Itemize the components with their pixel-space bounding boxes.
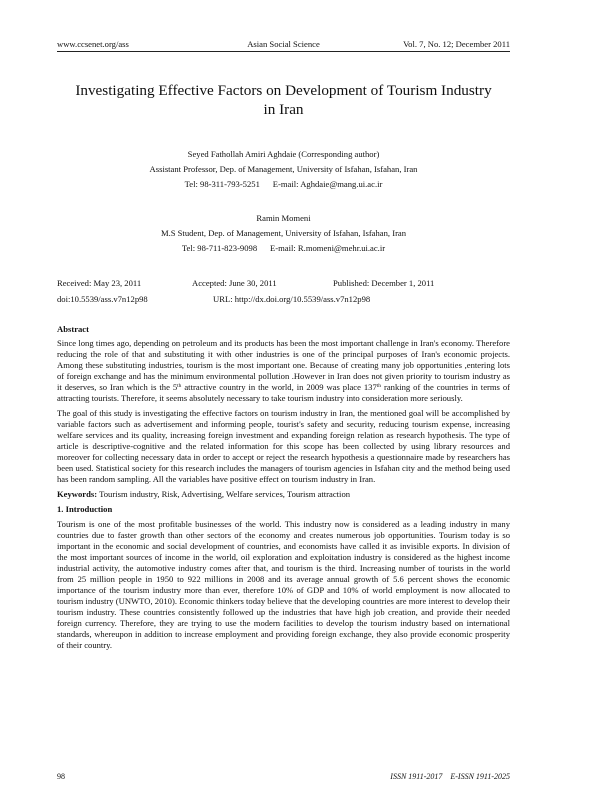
introduction-paragraph-1: Tourism is one of the most profitable businesses of the world. This industry now is considered as a leading industry in many countries due to faster growth than other sectors of the economy and creates numerous job opportunities. Tourism today is so important in the economic and social development of countries, and economists have called it as invisible exports. In division of the most important sources of income in the world, oil exploration and exploitation industry is considered as the highest income industrial activity, the automotive industry comes after that, and tourism is the third. Increasing number of tourists in the world from 25 million people in 1950 to 922 millions in 2008 and its average annual growth of 5.6 percent shows the economic importance of the tourism industry more than ever, therefore 10% of GDP and 10% of world employment is now allocated to tourism industry (UNWTO, 2010). Economic thinkers today believe that the developing countries are more interest to develop their tourism industry. These countries consistently followed up the industries that have high job creation, and provide their needed foreign currency. Therefore, they are trying to use the modern facilities to develop the tourism industry based on international standards, whereupon in addition to increase employment and providing foreign exchange, they also provide economic prosperity of their country. (57, 519, 510, 650)
title-line-1: Investigating Effective Factors on Development of Tourism Industry (75, 82, 492, 99)
eissn: E-ISSN 1911-2025 (450, 772, 510, 781)
publication-metadata (57, 275, 510, 307)
issue-info: Vol. 7, No. 12; December 2011 (403, 39, 510, 49)
author-2-affiliation: M.S Student, Dep. of Management, University of Isfahan, Isfahan, Iran (160, 228, 407, 238)
author-1-name: Seyed Fathollah Amiri Aghdaie (Corresponding author) (187, 149, 380, 159)
page-number: 98 (57, 772, 65, 781)
ordinal-suffix: th (376, 383, 382, 389)
introduction-heading: 1. Introduction (57, 504, 113, 514)
accepted-date: Accepted: June 30, 2011 (192, 278, 277, 288)
author-2-block (57, 211, 510, 256)
abstract-heading: Abstract (57, 324, 89, 334)
article-body (57, 324, 510, 651)
abstract-p1-text-c: ranking of the countries in terms of attracting tourists. Therefore, it seems absolutely necessary to take tourism industry into consideration more seriously. (57, 382, 510, 403)
author-2-contact: Tel: 98-711-823-9098 E-mail: R.momeni@mehr.ui.ac.ir (181, 243, 386, 253)
author-1-contact: Tel: 98-311-793-5251 E-mail: Aghdaie@mang.ui.ac.ir (184, 179, 383, 189)
received-date: Received: May 23, 2011 (57, 278, 142, 288)
doi-url[interactable]: URL: http://dx.doi.org/10.5539/ass.v7n12p98 (213, 294, 371, 304)
author-2-name: Ramin Momeni (256, 213, 311, 223)
title-line-2: in Iran (263, 101, 304, 118)
paper-title (57, 81, 510, 119)
issn: ISSN 1911-2017 (390, 772, 443, 781)
author-1-block (57, 147, 510, 192)
ordinal-suffix: th (177, 383, 182, 389)
running-header (57, 38, 510, 50)
doi[interactable]: doi:10.5539/ass.v7n12p98 (57, 294, 148, 304)
abstract-p1-text-b: attractive country in the world, in 2009 was place 137 (181, 382, 377, 392)
published-date: Published: December 1, 2011 (333, 278, 435, 288)
journal-url[interactable]: www.ccsenet.org/ass (57, 39, 129, 49)
abstract-paragraph-1 (57, 338, 510, 404)
keywords-text: Tourism industry, Risk, Advertising, Welfare services, Tourism attraction (97, 489, 351, 499)
journal-name: Asian Social Science (247, 39, 320, 49)
running-footer (57, 771, 510, 783)
keywords-label: Keywords: (57, 489, 98, 499)
issn-info (390, 771, 510, 783)
keywords-line (57, 489, 510, 500)
abstract-paragraph-2: The goal of this study is investigating the effective factors on tourism industry in Iran, the mentioned goal will be accomplished by variable factors such as advertisement and informing people, tourist's safety and security, reducing tourism expense, increasing welfare services and its quality, increasing foreign investment and expanding foreign relation as research hypothesis. The type of article is descriptive-cognitive and the related information for this scope has been collected by using library resources and moreover for collecting necessary data in order to accept or reject the research hypothesis a questionnaire made by researchers has been used. Statistical society for this research includes the managers of tourism agencies in Isfahan city and the method being used has been random sampling. All the variables have positive effect on tourism industry in Iran. (57, 408, 510, 484)
abstract-p1-text-a: Since long times ago, depending on petroleum and its products has been the most important challenge in Iran's economy. Therefore reducing the role of that and substituting it with other industries is one of the principal purposes of Iran's economic projects. Among these substituting industries, tourism is the most important one. Because of creating many job opportunities ,entering lots of foreign exchange and has the minimum environmental pollution .However in Iran does not given priority to tourism industry as it deserves, so Iran which is the 5 (57, 338, 510, 392)
author-1-affiliation: Assistant Professor, Dep. of Management, University of Isfahan, Isfahan, Iran (149, 164, 418, 174)
header-rule (57, 51, 510, 52)
